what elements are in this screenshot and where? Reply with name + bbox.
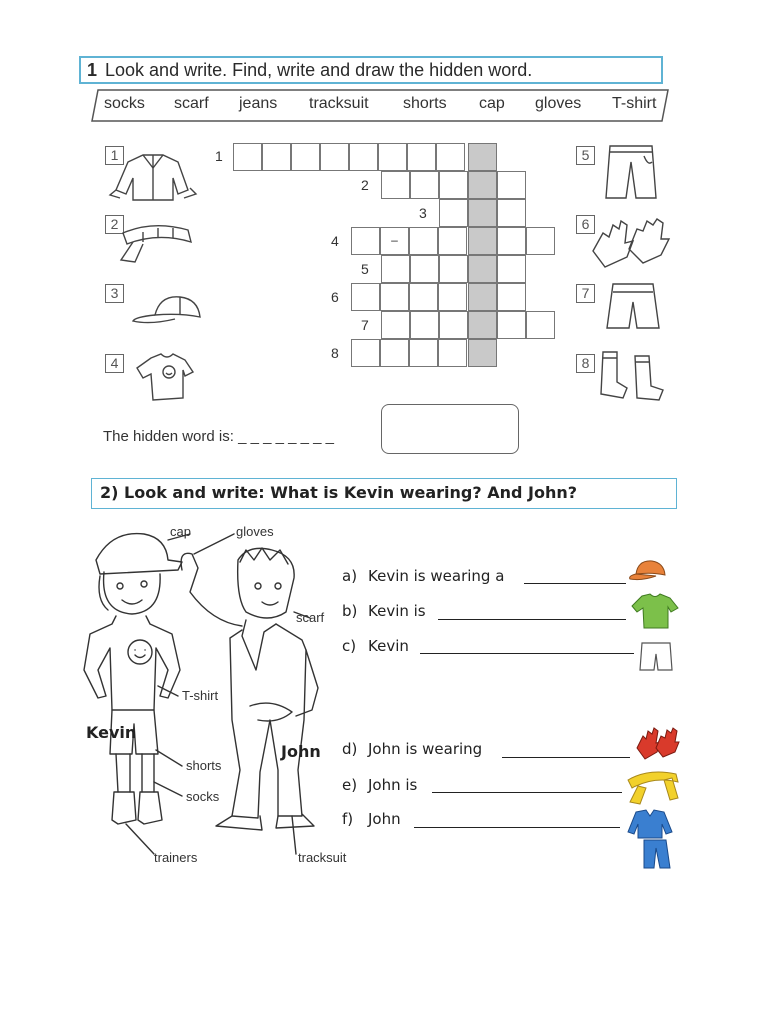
crossword-hidden-cell[interactable] (468, 339, 497, 367)
crossword-hidden-cell[interactable] (468, 255, 497, 283)
crossword-hidden-cell[interactable] (468, 171, 497, 199)
label-shorts: shorts (186, 758, 222, 773)
question-a (342, 567, 504, 585)
clue-number-6: 6 (331, 289, 339, 305)
answer-line-b[interactable] (438, 619, 626, 620)
crossword-hidden-cell[interactable] (468, 311, 497, 339)
tracksuit-icon (622, 808, 678, 870)
answer-line-e[interactable] (432, 792, 622, 793)
picture-number-7: 7 (576, 284, 595, 303)
crossword-cell[interactable] (438, 227, 467, 255)
question-text: Kevin (368, 637, 409, 655)
crossword-cell[interactable] (407, 143, 436, 171)
crossword-cell[interactable] (378, 143, 407, 171)
picture-number-4: 4 (105, 354, 124, 373)
crossword-cell[interactable] (439, 199, 468, 227)
question-d (342, 740, 482, 758)
picture-number-5: 5 (576, 146, 595, 165)
crossword-grid (0, 0, 768, 470)
word-tracksuit: tracksuit (309, 95, 369, 112)
word-socks: socks (104, 95, 145, 112)
crossword-cell[interactable] (409, 339, 438, 367)
question-e (342, 776, 417, 794)
picture-number-2: 2 (105, 215, 124, 234)
question-letter: f) (342, 810, 354, 828)
crossword-cell[interactable] (233, 143, 262, 171)
question-text: John is (368, 776, 418, 794)
picture-number-6: 6 (576, 215, 595, 234)
crossword-cell[interactable] (526, 311, 555, 339)
clue-number-7: 7 (361, 317, 369, 333)
question-letter: d) (342, 740, 358, 758)
crossword-cell[interactable] (410, 255, 439, 283)
picture-number-1: 1 (105, 146, 124, 165)
crossword-cell[interactable] (380, 283, 409, 311)
crossword-cell[interactable] (409, 227, 438, 255)
word-tshirt: T-shirt (612, 95, 657, 112)
word-jeans: jeans (239, 95, 278, 112)
name-john: John (281, 742, 321, 761)
crossword-cell[interactable] (439, 255, 468, 283)
crossword-cell[interactable] (436, 143, 465, 171)
hidden-word-label: The hidden word is: _ _ _ _ _ _ _ _ (103, 428, 334, 445)
question-text: John (368, 810, 401, 828)
crossword-cell[interactable] (381, 255, 410, 283)
crossword-cell[interactable] (438, 283, 467, 311)
crossword-cell[interactable] (291, 143, 320, 171)
crossword-hidden-cell[interactable] (468, 199, 497, 227)
tshirt-icon (630, 592, 680, 630)
answer-line-d[interactable] (502, 757, 630, 758)
crossword-cell[interactable] (497, 199, 526, 227)
label-scarf: scarf (296, 610, 325, 625)
label-socks: socks (186, 789, 220, 804)
exercise2-title: 2) Look and write: What is Kevin wearing? And John? (91, 478, 677, 509)
clue-number-3: 3 (419, 205, 427, 221)
word-gloves: gloves (535, 95, 582, 112)
name-kevin: Kevin (86, 723, 137, 742)
cap-icon (628, 558, 670, 586)
clue-number-1: 1 (215, 148, 223, 164)
question-letter: e) (342, 776, 358, 794)
crossword-hidden-cell[interactable] (468, 283, 497, 311)
crossword-cell[interactable] (409, 283, 438, 311)
question-c (342, 637, 409, 655)
question-letter: c) (342, 637, 357, 655)
crossword-hidden-cell[interactable] (468, 143, 497, 171)
crossword-cell[interactable] (438, 339, 467, 367)
crossword-cell[interactable] (262, 143, 291, 171)
crossword-cell[interactable] (526, 227, 555, 255)
crossword-cell[interactable] (410, 311, 439, 339)
picture-number-3: 3 (105, 284, 124, 303)
clue-number-4: 4 (331, 233, 339, 249)
crossword-cell[interactable] (351, 227, 380, 255)
crossword-hidden-cell[interactable] (468, 227, 497, 255)
answer-line-a[interactable] (524, 583, 626, 584)
crossword-cell[interactable] (410, 171, 439, 199)
question-letter: b) (342, 602, 358, 620)
picture-number-8: 8 (576, 354, 595, 373)
crossword-cell[interactable] (320, 143, 349, 171)
crossword-cell-hyphen[interactable]: – (380, 227, 409, 255)
shorts-icon (638, 640, 674, 676)
crossword-cell[interactable] (497, 227, 526, 255)
crossword-cell[interactable] (380, 339, 409, 367)
crossword-cell[interactable] (351, 283, 380, 311)
label-tshirt: T-shirt (182, 688, 219, 703)
question-text: Kevin is (368, 602, 426, 620)
gloves-icon (634, 726, 680, 762)
label-gloves: gloves (236, 524, 274, 539)
question-text: Kevin is wearing a (368, 567, 505, 585)
question-letter: a) (342, 567, 358, 585)
question-text: John is wearing (368, 740, 483, 758)
crossword-cell[interactable] (349, 143, 378, 171)
crossword-cell[interactable] (439, 311, 468, 339)
question-f (342, 810, 401, 828)
crossword-cell[interactable] (497, 311, 526, 339)
hidden-word-drawing-box[interactable] (381, 404, 519, 454)
clue-number-2: 2 (361, 177, 369, 193)
clue-number-5: 5 (361, 261, 369, 277)
crossword-cell[interactable] (497, 255, 526, 283)
crossword-cell[interactable] (497, 171, 526, 199)
label-trainers: trainers (154, 850, 198, 865)
clue-number-8: 8 (331, 345, 339, 361)
word-cap: cap (479, 95, 505, 112)
label-cap: cap (170, 524, 191, 539)
crossword-cell[interactable] (381, 311, 410, 339)
answer-line-c[interactable] (420, 653, 634, 654)
crossword-cell[interactable] (351, 339, 380, 367)
word-scarf: scarf (174, 95, 209, 112)
question-b (342, 602, 426, 620)
label-tracksuit: tracksuit (298, 850, 347, 865)
scarf-icon (624, 766, 682, 806)
exercise1-number: 1 (87, 60, 98, 80)
crossword-cell[interactable] (439, 171, 468, 199)
crossword-cell[interactable] (497, 283, 526, 311)
crossword-cell[interactable] (381, 171, 410, 199)
exercise1-title: Look and write. Find, write and draw the hidden word. (105, 60, 533, 80)
answer-line-f[interactable] (414, 827, 620, 828)
word-shorts: shorts (403, 95, 447, 112)
